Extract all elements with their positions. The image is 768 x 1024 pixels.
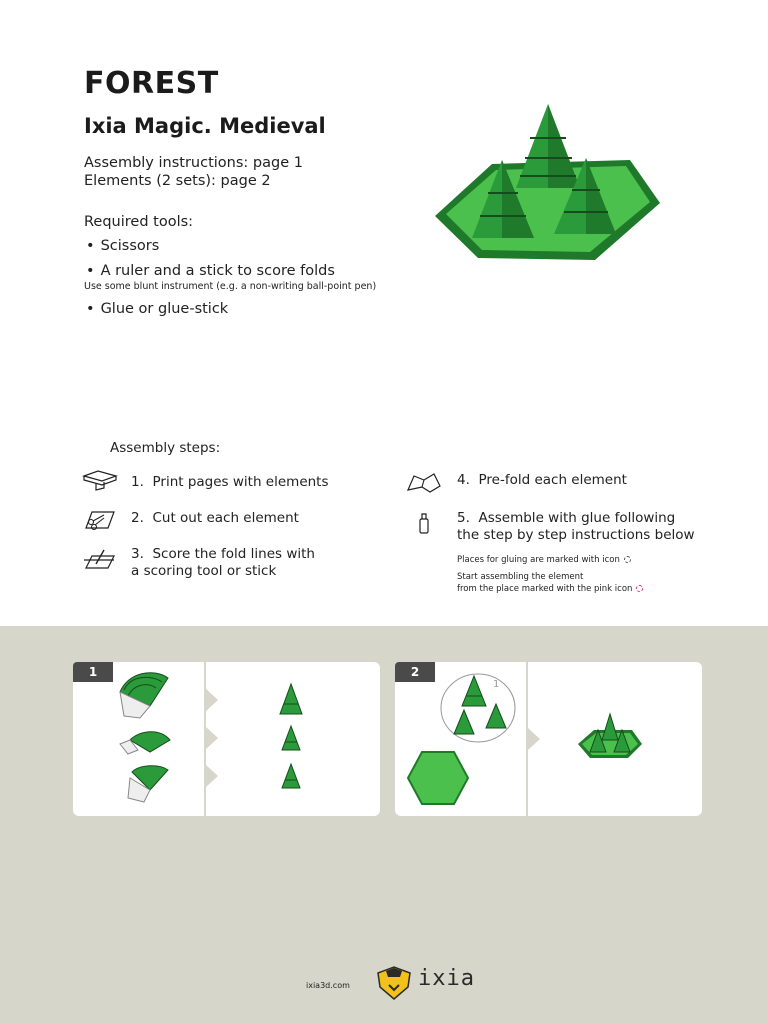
tree-cones-assembled <box>276 680 308 792</box>
info-line-instructions: Assembly instructions: page 1 <box>84 155 303 171</box>
glue-note <box>457 554 631 566</box>
assembly-heading: Assembly steps: <box>110 440 221 456</box>
footer-url: ixia3d.com <box>306 981 350 990</box>
ixia-logo-icon <box>376 965 412 1001</box>
step-text: Cut out each element <box>152 510 299 526</box>
start-note-line1: Start assembling the element <box>457 572 584 582</box>
step-1 <box>131 474 329 491</box>
arrow-right-icon <box>206 765 218 787</box>
page-title: FOREST <box>84 66 219 101</box>
start-note <box>457 571 643 595</box>
tool-item-label: Glue or glue-stick <box>100 301 229 317</box>
step-number: 4. <box>457 472 470 488</box>
tool-item-label: Scissors <box>100 238 160 254</box>
step-4 <box>457 472 627 489</box>
step-number: 2. <box>131 510 144 526</box>
hexagon-base <box>406 750 470 806</box>
step-number: 1. <box>131 474 144 490</box>
footer-logo-text: ixia <box>418 966 475 991</box>
glue-icon <box>416 510 432 536</box>
step-2 <box>131 510 299 527</box>
page-subtitle: Ixia Magic. Medieval <box>84 114 326 138</box>
tool-item-ruler: • A ruler and a stick to score folds <box>86 263 335 279</box>
step-text: Score the fold lines with <box>152 546 315 562</box>
info-line-elements: Elements (2 sets): page 2 <box>84 173 271 189</box>
step-number: 3. <box>131 546 144 562</box>
step-3 <box>131 546 315 580</box>
glue-note-text: Places for gluing are marked with icon <box>457 555 620 565</box>
arrow-right-icon <box>528 728 540 750</box>
arrow-right-icon <box>206 689 218 711</box>
pink-glue-mark-icon <box>636 585 643 592</box>
fold-icon <box>406 470 442 494</box>
page-info <box>84 154 303 190</box>
arrow-right-icon <box>206 727 218 749</box>
step-text-line2: the step by step instructions below <box>457 527 695 543</box>
tool-note: Use some blunt instrument (e.g. a non-writing ball-point pen) <box>84 281 377 292</box>
step-text: Print pages with elements <box>152 474 329 490</box>
score-icon <box>82 548 118 572</box>
tree-cutouts-flat <box>110 666 180 812</box>
start-note-line2: from the place marked with the pink icon <box>457 584 633 594</box>
step-5 <box>457 510 695 544</box>
bubble-number: 1 <box>493 679 500 690</box>
scissors-icon <box>82 508 118 532</box>
tool-item-scissors: • Scissors <box>86 238 160 254</box>
step-text: Assemble with glue following <box>478 510 676 526</box>
printer-icon <box>82 468 118 492</box>
tool-item-glue: • Glue or glue-stick <box>86 301 229 317</box>
tool-item-label: A ruler and a stick to score folds <box>100 263 335 279</box>
forest-model-illustration <box>430 88 670 268</box>
panel-number: 1 <box>73 662 113 682</box>
step-text: Pre-fold each element <box>478 472 627 488</box>
panel-number: 2 <box>395 662 435 682</box>
glue-mark-icon <box>624 556 631 563</box>
tools-heading: Required tools: <box>84 214 194 230</box>
step-number: 5. <box>457 510 470 526</box>
trees-bubble <box>438 670 518 746</box>
forest-model-assembled <box>576 712 646 762</box>
step-text-line2: a scoring tool or stick <box>131 563 277 579</box>
